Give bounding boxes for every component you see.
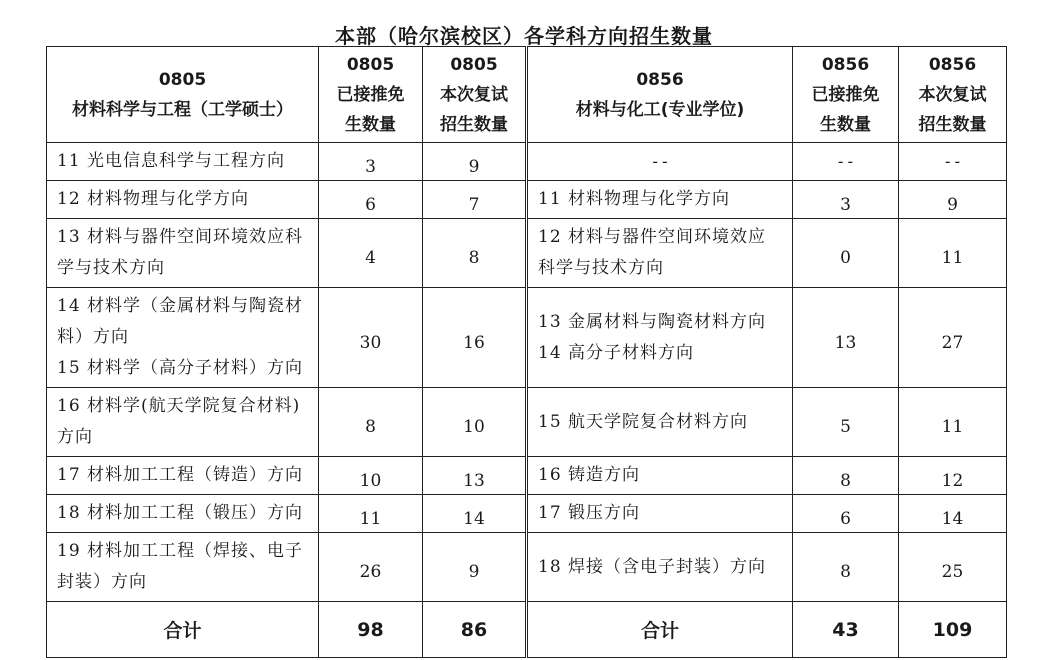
right-direction-cell (527, 388, 793, 457)
left-fushi-cell: 13 (423, 457, 527, 495)
direction-text: 方向 (57, 427, 93, 447)
right-total-fushi: 109 (899, 602, 1007, 658)
right-total-tuimian: 43 (793, 602, 899, 658)
table-row (47, 495, 1007, 533)
left-direction-cell (47, 219, 319, 288)
header-left-name: 材料科学与工程（工学硕士） (72, 99, 293, 120)
direction-text: 学与技术方向 (57, 258, 165, 278)
right-direction-cell (527, 181, 793, 219)
header-text: 已接推免 (811, 84, 880, 105)
left-fushi-cell: 10 (423, 388, 527, 457)
right-tuimian-cell: 3 (793, 181, 899, 219)
right-tuimian-cell: 8 (793, 533, 899, 602)
left-direction-cell (47, 181, 319, 219)
header-text: 0856 (821, 54, 870, 75)
right-direction-cell (527, 219, 793, 288)
direction-text: 15 材料学（高分子材料）方向 (57, 358, 304, 378)
table-row (47, 288, 1007, 388)
left-tuimian-cell: 26 (319, 533, 423, 602)
direction-text: 11 材料物理与化学方向 (538, 189, 731, 209)
right-total-label: 合计 (527, 602, 793, 658)
left-tuimian-cell: 11 (319, 495, 423, 533)
left-fushi-cell: 7 (423, 181, 527, 219)
direction-text: 18 材料加工工程（锻压）方向 (57, 503, 304, 523)
header-left-code: 0805 (158, 69, 207, 90)
right-tuimian-cell: 13 (793, 288, 899, 388)
header-right-fushi (899, 47, 1007, 143)
left-total-tuimian: 98 (319, 602, 423, 658)
header-text: 0805 (450, 54, 498, 75)
page-title: 本部（哈尔滨校区）各学科方向招生数量 (335, 24, 713, 48)
left-direction-cell (47, 143, 319, 181)
total-row (47, 602, 1007, 658)
left-direction-cell (47, 533, 319, 602)
right-direction-cell (527, 495, 793, 533)
header-right-name: 材料与化工(专业学位) (575, 99, 745, 120)
left-fushi-cell: 9 (423, 143, 527, 181)
header-text: 已接推免 (336, 84, 405, 105)
direction-text: 17 材料加工工程（铸造）方向 (57, 465, 304, 485)
direction-text: 19 材料加工工程（焊接、电子 (57, 541, 304, 561)
header-right-discipline (527, 47, 793, 143)
direction-text: 12 材料与器件空间环境效应 (538, 227, 767, 247)
right-tuimian-cell: 5 (793, 388, 899, 457)
header-text: 0856 (928, 54, 977, 75)
direction-text: 12 材料物理与化学方向 (57, 189, 250, 209)
right-fushi-cell: 27 (899, 288, 1007, 388)
enrollment-table (46, 46, 1007, 658)
left-tuimian-cell: 8 (319, 388, 423, 457)
direction-text: 16 材料学(航天学院复合材料) (57, 396, 301, 416)
left-fushi-cell: 16 (423, 288, 527, 388)
header-left-fushi (423, 47, 527, 143)
header-text: 0805 (346, 54, 395, 75)
left-direction-cell (47, 457, 319, 495)
table-row (47, 388, 1007, 457)
header-text: 招生数量 (918, 114, 987, 135)
left-direction-cell (47, 495, 319, 533)
left-fushi-cell: 9 (423, 533, 527, 602)
direction-text: -- (650, 152, 670, 171)
header-text: 生数量 (820, 114, 871, 135)
table-row (47, 533, 1007, 602)
direction-text: 18 焊接（含电子封装）方向 (538, 556, 767, 577)
direction-text: 封装）方向 (57, 572, 147, 592)
right-direction-cell (527, 457, 793, 495)
header-left-discipline (47, 47, 319, 143)
right-fushi-cell: 9 (899, 181, 1007, 219)
right-direction-cell (527, 288, 793, 388)
header-text: 本次复试 (918, 84, 987, 105)
header-text: 本次复试 (440, 84, 508, 105)
table-row (47, 219, 1007, 288)
left-total-fushi: 86 (423, 602, 527, 658)
direction-text: 料）方向 (57, 327, 129, 347)
right-tuimian-cell: 8 (793, 457, 899, 495)
left-tuimian-cell: 6 (319, 181, 423, 219)
left-total-label: 合计 (47, 602, 319, 658)
direction-text: 科学与技术方向 (538, 258, 664, 278)
direction-text: 13 金属材料与陶瓷材料方向 (538, 311, 767, 332)
right-fushi-cell: 12 (899, 457, 1007, 495)
right-fushi-cell: 11 (899, 388, 1007, 457)
table-row (47, 457, 1007, 495)
left-fushi-cell: 14 (423, 495, 527, 533)
direction-text: 11 光电信息科学与工程方向 (57, 151, 286, 171)
direction-text: 17 锻压方向 (538, 503, 641, 523)
header-right-code: 0856 (636, 69, 684, 90)
right-direction-cell (527, 533, 793, 602)
header-text: 招生数量 (440, 114, 508, 135)
header-text: 生数量 (345, 114, 396, 135)
right-tuimian-cell: 6 (793, 495, 899, 533)
right-fushi-cell: 25 (899, 533, 1007, 602)
left-tuimian-cell: 3 (319, 143, 423, 181)
direction-text: 16 铸造方向 (538, 465, 641, 485)
direction-text: 14 材料学（金属材料与陶瓷材 (57, 296, 304, 316)
table-row (47, 143, 1007, 181)
header-left-tuimian (319, 47, 423, 143)
left-tuimian-cell: 10 (319, 457, 423, 495)
right-fushi-cell: -- (899, 143, 1007, 181)
right-tuimian-cell: -- (793, 143, 899, 181)
header-right-tuimian (793, 47, 899, 143)
left-fushi-cell: 8 (423, 219, 527, 288)
direction-text: 15 航天学院复合材料方向 (538, 411, 749, 432)
right-fushi-cell: 14 (899, 495, 1007, 533)
direction-text: 14 高分子材料方向 (538, 342, 695, 363)
left-direction-cell (47, 388, 319, 457)
table-row (47, 181, 1007, 219)
right-fushi-cell: 11 (899, 219, 1007, 288)
right-tuimian-cell: 0 (793, 219, 899, 288)
left-tuimian-cell: 30 (319, 288, 423, 388)
direction-text: 13 材料与器件空间环境效应科 (57, 227, 304, 247)
right-direction-cell (527, 143, 793, 181)
left-direction-cell (47, 288, 319, 388)
left-tuimian-cell: 4 (319, 219, 423, 288)
header-row (47, 47, 1007, 143)
